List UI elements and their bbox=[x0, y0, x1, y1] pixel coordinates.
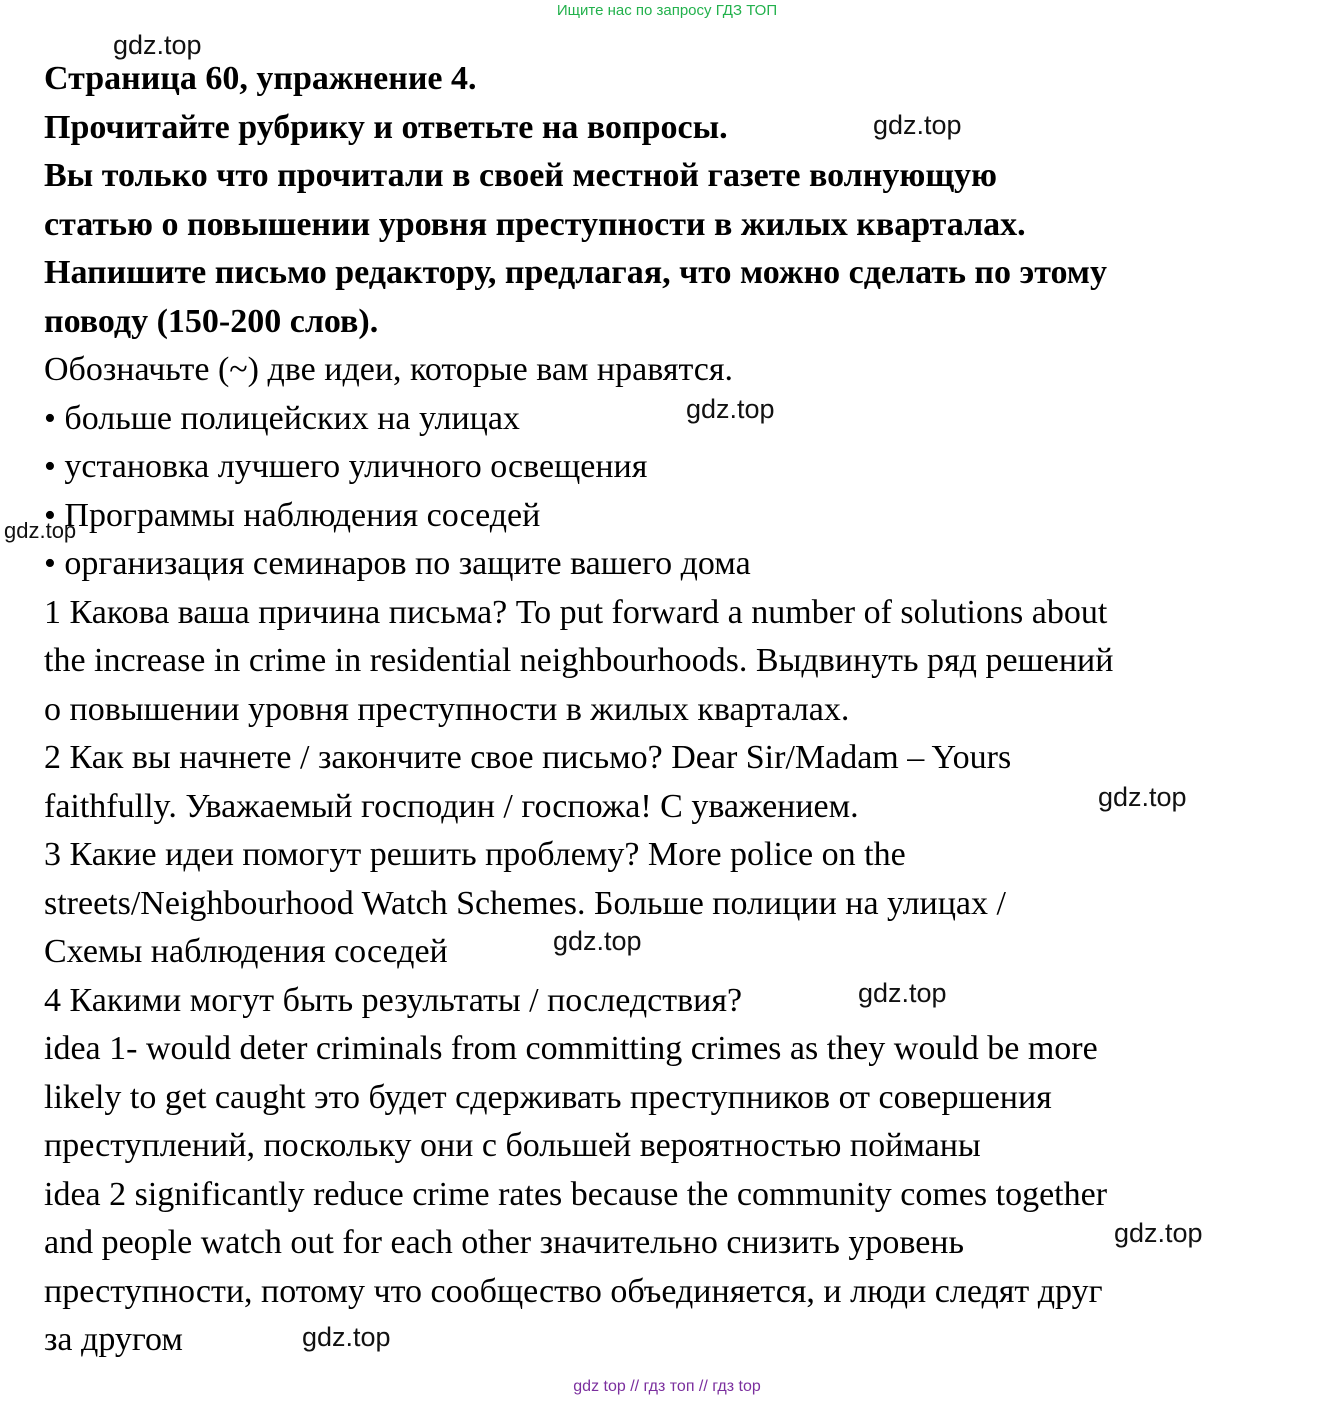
task-description-line: статью о повышении уровня преступности в жилых кварталах. bbox=[44, 205, 1026, 243]
answer-line: 3 Какие идеи помогут решить проблему? More police on the bbox=[44, 836, 906, 873]
task-description-line: Напишите письмо редактору, предлагая, что можно сделать по этому bbox=[44, 254, 1107, 291]
watermark: gdz.top bbox=[1098, 782, 1187, 812]
idea-bullet: • больше полицейских на улицах bbox=[44, 399, 520, 437]
task-description-line: поводу (150-200 слов). bbox=[44, 302, 379, 340]
answer-line: 2 Как вы начнете / закончите свое письмо? Dear Sir/Madam – Yours bbox=[44, 739, 1012, 776]
watermark: gdz.top bbox=[873, 110, 962, 140]
ideas-prompt: Обозначьте (~) две идеи, которые вам нравятся. bbox=[44, 351, 733, 388]
answer-line: idea 1- would deter criminals from committing crimes as they would be more bbox=[44, 1030, 1098, 1067]
task-description-line: Вы только что прочитали в своей местной газете волнующую bbox=[44, 157, 998, 194]
idea-bullet: • установка лучшего уличного освещения bbox=[44, 448, 648, 485]
exercise-content bbox=[44, 55, 1284, 1365]
watermark: gdz.top bbox=[553, 926, 642, 956]
task-instruction: Прочитайте рубрику и ответьте на вопросы. bbox=[44, 108, 728, 146]
answer-line: the increase in crime in residential neighbourhoods. Выдвинуть ряд решений bbox=[44, 642, 1114, 679]
watermark: gdz.top bbox=[4, 518, 77, 543]
idea-bullet: • Программы наблюдения соседей bbox=[44, 496, 541, 534]
idea-bullet: • организация семинаров по защите вашего дома bbox=[44, 545, 751, 582]
answer-line: преступлений, поскольку они с большей вероятностью пойманы bbox=[44, 1127, 981, 1164]
watermark: gdz.top bbox=[686, 394, 775, 424]
watermark: gdz.top bbox=[113, 30, 202, 60]
watermark: gdz.top bbox=[858, 978, 947, 1008]
answer-line: 1 Какова ваша причина письма? To put forward a number of solutions about bbox=[44, 593, 1108, 631]
answer-line: 4 Какими могут быть результаты / последствия? bbox=[44, 981, 743, 1019]
answer-line: idea 2 significantly reduce crime rates because the community comes together bbox=[44, 1175, 1108, 1213]
watermark: gdz.top bbox=[1114, 1218, 1203, 1248]
answer-line: о повышении уровня преступности в жилых кварталах. bbox=[44, 690, 850, 728]
answer-line: and people watch out for each other значительно снизить уровень bbox=[44, 1224, 965, 1261]
answer-line: streets/Neighbourhood Watch Schemes. Больше полиции на улицах / bbox=[44, 884, 1006, 922]
watermark: gdz.top bbox=[302, 1322, 391, 1352]
top-banner: Ищите нас по запросу ГДЗ ТОП bbox=[556, 2, 778, 19]
answer-line: likely to get caught это будет сдерживать преступников от совершения bbox=[44, 1078, 1052, 1116]
page-title: Страница 60, упражнение 4. bbox=[44, 60, 477, 97]
footer: gdz top // гдз топ // гдз top bbox=[573, 1378, 761, 1395]
answer-line: преступности, потому что сообщество объединяется, и люди следят друг bbox=[44, 1272, 1103, 1310]
answer-line: Схемы наблюдения соседей bbox=[44, 933, 448, 970]
answer-line: faithfully. Уважаемый господин / госпожа! С уважением. bbox=[44, 787, 859, 825]
answer-line: за другом bbox=[44, 1321, 183, 1358]
